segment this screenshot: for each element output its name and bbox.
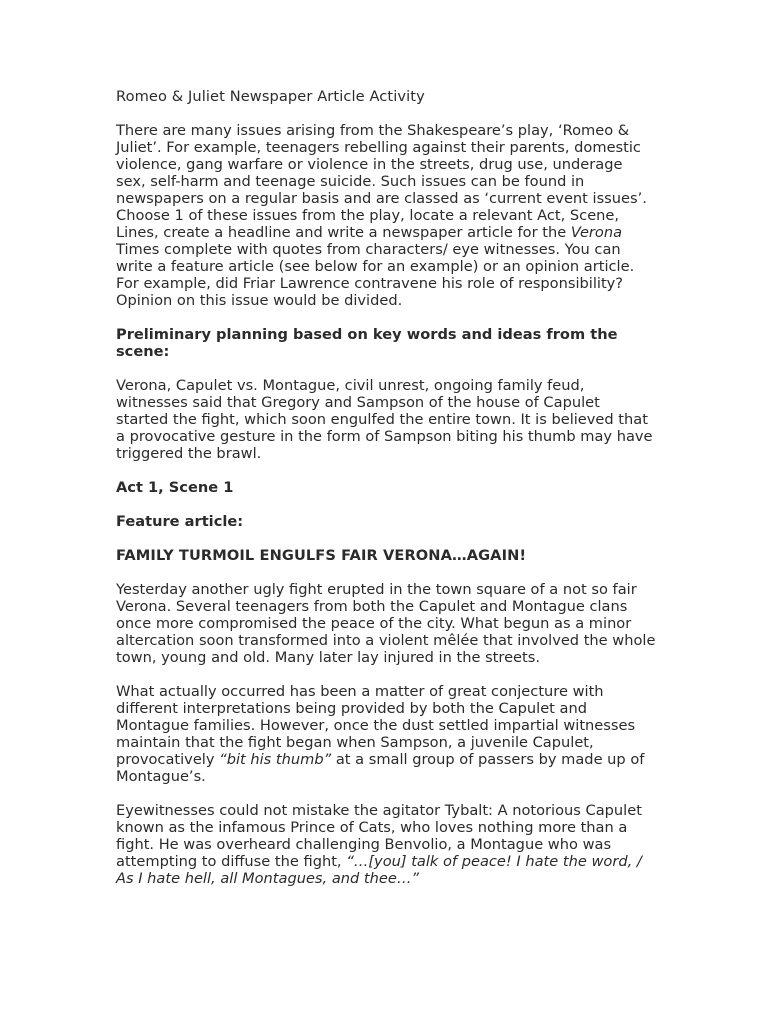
planning-paragraph: Verona, Capulet vs. Montague, civil unrest, ongoing family feud, witnesses said that Gregory and Sampson of the house of Capulet started the fight, which soon engulfed the entire town. It is believed that a provocative gesture in the form of Sampson biting his thumb may have triggered the brawl. bbox=[116, 377, 653, 462]
article-paragraph-3 bbox=[116, 802, 656, 887]
feature-article-label: Feature article: bbox=[116, 513, 244, 530]
para3-quote: “…[you] talk of peace! I hate the word, / As I hate hell, all Montagues, and thee…” bbox=[116, 853, 642, 887]
para2-text-part2: at a small group of passers by made up of Montague’s. bbox=[116, 751, 645, 785]
intro-text-italic: Verona bbox=[570, 224, 623, 241]
planning-heading: Preliminary planning based on key words and ideas from the scene: bbox=[116, 326, 618, 360]
article-paragraph-2 bbox=[116, 683, 656, 785]
article-paragraph-1: Yesterday another ugly fight erupted in the town square of a not so fair Verona. Several teenagers from both the Capulet and Montague clans once more compromised the peace of the city. What begun as a minor altercation soon transformed into a violent mêlée that involved the whole town, young and old. Many later lay injured in the streets. bbox=[116, 581, 656, 666]
para2-quote: “bit his thumb” bbox=[219, 751, 332, 768]
act-scene-heading: Act 1, Scene 1 bbox=[116, 479, 234, 496]
intro-text-part2: Times complete with quotes from characters/ eye witnesses. You can write a feature article (see below for an example) or an opinion article. For example, did Friar Lawrence contravene his role of responsibility? Opinion on this issue would be divided. bbox=[116, 241, 635, 309]
para3-text-part1: Eyewitnesses could not mistake the agitator Tybalt: A notorious Capulet known as the infamous Prince of Cats, who loves nothing more than a fight. He was overheard challenging Benvolio, a Montague who was attempting to diffuse the fight, bbox=[116, 802, 642, 870]
article-headline: FAMILY TURMOIL ENGULFS FAIR VERONA…AGAIN! bbox=[116, 547, 527, 564]
intro-text-part1: There are many issues arising from the Shakespeare’s play, ‘Romeo & Juliet’. For example, teenagers rebelling against their parents, domestic violence, gang warfare or violence in the streets, drug use, underage sex, self-harm and teenage suicide. Such issues can be found in newspapers on a regular basis and are classed as ‘current event issues’. Choose 1 of these issues from the play, locate a relevant Act, Scene, Lines, create a headline and write a newspaper article for the bbox=[116, 122, 647, 241]
document-title: Romeo & Juliet Newspaper Article Activity bbox=[116, 88, 425, 105]
intro-paragraph bbox=[116, 122, 656, 309]
para2-text-part1: What actually occurred has been a matter of great conjecture with different interpretations being provided by both the Capulet and Montague families. However, once the dust settled impartial witnesses maintain that the fight began when Sampson, a juvenile Capulet, provocatively bbox=[116, 683, 636, 768]
document-page bbox=[116, 88, 656, 904]
